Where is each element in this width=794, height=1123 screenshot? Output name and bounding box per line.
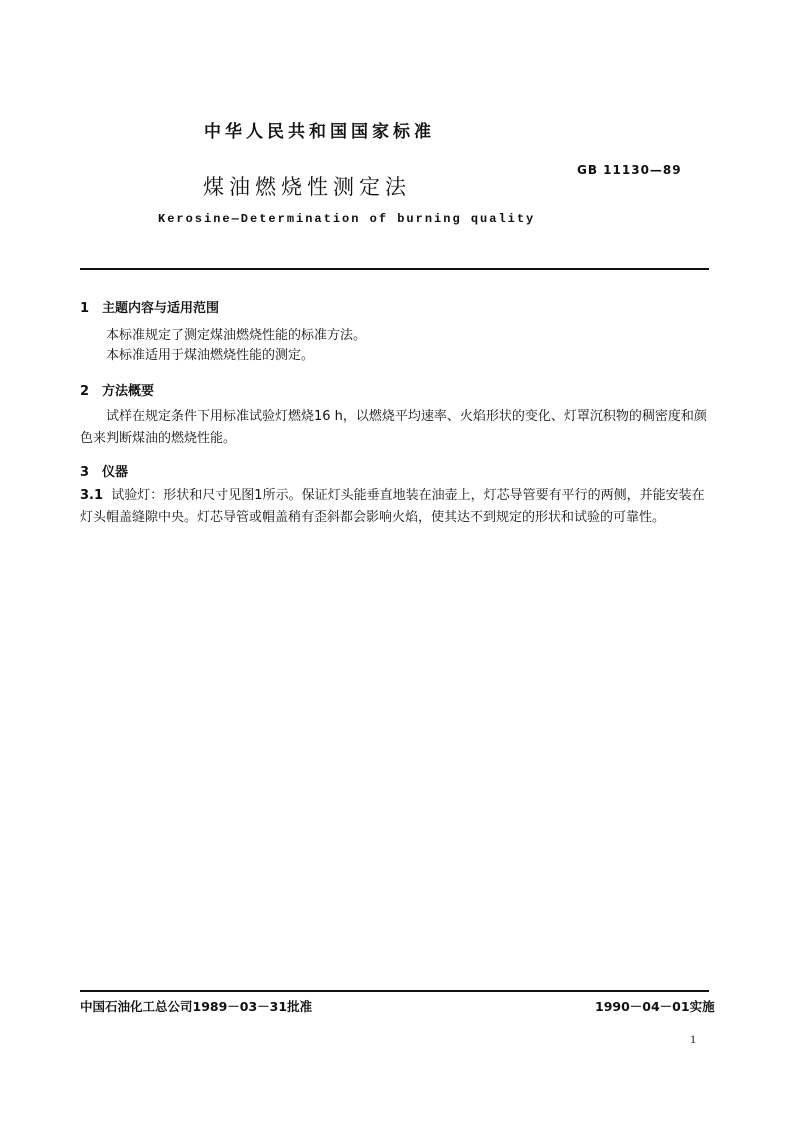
subsection-number: 3.1 bbox=[80, 488, 104, 503]
issuing-authority: 中华人民共和国国家标准 bbox=[204, 122, 435, 142]
section-3-heading bbox=[80, 461, 128, 480]
page-number: 1 bbox=[690, 1032, 696, 1046]
footer-divider bbox=[80, 990, 709, 992]
header-divider bbox=[80, 268, 709, 270]
section-1-heading bbox=[80, 297, 219, 316]
section-3-1-para bbox=[80, 485, 712, 529]
section-2-para: 试样在规定条件下用标准试验灯燃烧16 h，以燃烧平均速率、火焰形状的变化、灯罩沉积物的稠密度和颜色来判断煤油的燃烧性能。 bbox=[80, 409, 707, 446]
standard-code: GB 11130—89 bbox=[577, 163, 682, 177]
effective-date: 1990－04－01实施 bbox=[595, 999, 715, 1014]
subsection-text: 试验灯：形状和尺寸见图1所示。保证灯头能垂直地装在油壶上，灯芯导管要有平行的两侧，并能安装在灯头帽盖缝隙中央。灯芯导管或帽盖稍有歪斜都会影响火焰，使其达不到规定的形状和试验的可靠性。 bbox=[80, 488, 705, 525]
document-title-zh: 煤油燃烧性测定法 bbox=[203, 175, 411, 199]
section-number: 1 bbox=[80, 301, 90, 316]
section-title: 仪器 bbox=[102, 465, 129, 480]
section-1-para-2: 本标准适用于煤油燃烧性能的测定。 bbox=[106, 348, 315, 363]
section-1-para-1: 本标准规定了测定煤油燃烧性能的标准方法。 bbox=[106, 328, 367, 343]
section-number: 3 bbox=[80, 465, 90, 480]
section-2-heading bbox=[80, 380, 154, 399]
approval-date: 中国石油化工总公司1989－03－31批准 bbox=[80, 999, 313, 1014]
section-title: 方法概要 bbox=[102, 384, 155, 399]
section-number: 2 bbox=[80, 384, 90, 399]
document-title-en: Kerosine—Determination of burning quality bbox=[158, 212, 536, 226]
section-title: 主题内容与适用范围 bbox=[102, 301, 220, 316]
